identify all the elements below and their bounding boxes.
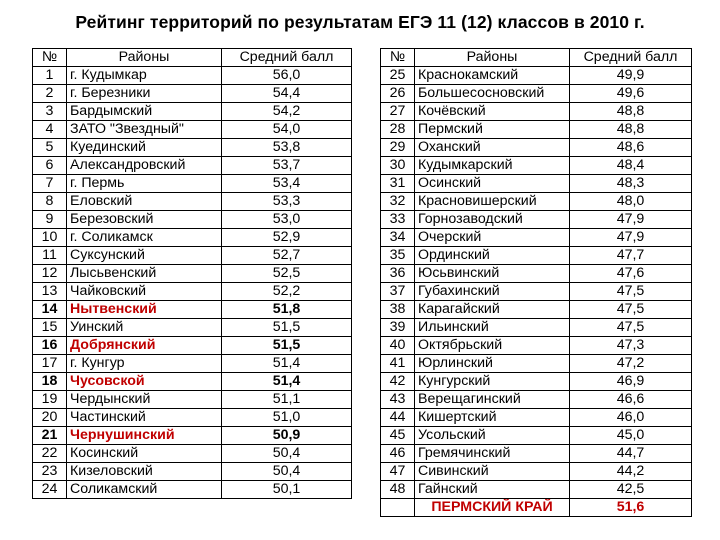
table-row: [33, 121, 352, 139]
row-score: 48,8: [570, 121, 692, 139]
row-district: Еловский: [67, 193, 222, 211]
table-row: [33, 427, 352, 445]
row-score: 49,9: [570, 67, 692, 85]
row-num: 42: [381, 373, 415, 391]
table-row: [381, 85, 692, 103]
row-district: г. Кудымкар: [67, 67, 222, 85]
row-num: 36: [381, 265, 415, 283]
table-header-row: [381, 49, 692, 67]
header-district: Районы: [67, 49, 222, 67]
row-district: Лысьвенский: [67, 265, 222, 283]
row-score: 47,6: [570, 265, 692, 283]
row-score: 49,6: [570, 85, 692, 103]
row-num: 39: [381, 319, 415, 337]
table-row: [381, 139, 692, 157]
total-num: [381, 499, 415, 517]
row-num: 9: [33, 211, 67, 229]
total-row: [381, 499, 692, 517]
row-score: 46,9: [570, 373, 692, 391]
rating-table-right: [380, 48, 692, 517]
row-score: 51,1: [222, 391, 352, 409]
row-score: 51,5: [222, 319, 352, 337]
row-district: Уинский: [67, 319, 222, 337]
row-district: Гайнский: [415, 481, 570, 499]
row-district: Добрянский: [67, 337, 222, 355]
row-district: Осинский: [415, 175, 570, 193]
table-row: [33, 283, 352, 301]
row-district: Верещагинский: [415, 391, 570, 409]
row-score: 53,4: [222, 175, 352, 193]
header-district: Районы: [415, 49, 570, 67]
row-num: 37: [381, 283, 415, 301]
table-row: [33, 409, 352, 427]
row-num: 48: [381, 481, 415, 499]
row-district: Краснокамский: [415, 67, 570, 85]
row-num: 16: [33, 337, 67, 355]
row-district: Губахинский: [415, 283, 570, 301]
row-district: Кизеловский: [67, 463, 222, 481]
row-num: 19: [33, 391, 67, 409]
row-district: Чусовской: [67, 373, 222, 391]
row-district: г. Соликамск: [67, 229, 222, 247]
table-row: [33, 175, 352, 193]
table-row: [381, 229, 692, 247]
row-score: 47,5: [570, 283, 692, 301]
table-row: [33, 481, 352, 499]
row-score: 47,3: [570, 337, 692, 355]
row-district: Горнозаводский: [415, 211, 570, 229]
row-num: 46: [381, 445, 415, 463]
row-num: 18: [33, 373, 67, 391]
table-row: [33, 247, 352, 265]
row-score: 48,6: [570, 139, 692, 157]
table-row: [381, 121, 692, 139]
table-row: [33, 373, 352, 391]
row-district: Гремячинский: [415, 445, 570, 463]
row-score: 52,5: [222, 265, 352, 283]
row-score: 52,9: [222, 229, 352, 247]
row-num: 20: [33, 409, 67, 427]
row-score: 53,8: [222, 139, 352, 157]
row-num: 11: [33, 247, 67, 265]
row-num: 2: [33, 85, 67, 103]
row-num: 25: [381, 67, 415, 85]
table-header-row: [33, 49, 352, 67]
row-num: 47: [381, 463, 415, 481]
row-district: Косинский: [67, 445, 222, 463]
row-score: 48,0: [570, 193, 692, 211]
row-district: Красновишерский: [415, 193, 570, 211]
row-district: Березовский: [67, 211, 222, 229]
page-title: Рейтинг территорий по результатам ЕГЭ 11 (12) классов в 2010 г.: [75, 12, 645, 32]
header-score: Средний балл: [570, 49, 692, 67]
row-district: Ординский: [415, 247, 570, 265]
row-score: 50,4: [222, 445, 352, 463]
table-row: [381, 103, 692, 121]
row-score: 51,4: [222, 373, 352, 391]
row-score: 50,4: [222, 463, 352, 481]
row-num: 45: [381, 427, 415, 445]
row-district: Ильинский: [415, 319, 570, 337]
table-row: [33, 301, 352, 319]
row-score: 56,0: [222, 67, 352, 85]
row-score: 47,5: [570, 319, 692, 337]
table-row: [381, 463, 692, 481]
total-score: 51,6: [570, 499, 692, 517]
row-num: 41: [381, 355, 415, 373]
row-num: 22: [33, 445, 67, 463]
table-row: [381, 481, 692, 499]
row-score: 46,0: [570, 409, 692, 427]
row-score: 47,9: [570, 211, 692, 229]
row-score: 42,5: [570, 481, 692, 499]
table-row: [381, 445, 692, 463]
table-row: [381, 355, 692, 373]
table-row: [33, 445, 352, 463]
row-score: 47,5: [570, 301, 692, 319]
table-row: [33, 265, 352, 283]
table-row: [33, 139, 352, 157]
row-score: 46,6: [570, 391, 692, 409]
row-district: Октябрьский: [415, 337, 570, 355]
table-row: [381, 391, 692, 409]
row-score: 48,8: [570, 103, 692, 121]
row-num: 26: [381, 85, 415, 103]
row-score: 50,1: [222, 481, 352, 499]
row-district: Оханский: [415, 139, 570, 157]
row-district: Юсьвинский: [415, 265, 570, 283]
row-num: 17: [33, 355, 67, 373]
table-row: [381, 319, 692, 337]
row-num: 1: [33, 67, 67, 85]
rating-table-left: [32, 48, 352, 499]
table-row: [33, 355, 352, 373]
row-district: г. Березники: [67, 85, 222, 103]
row-score: 51,8: [222, 301, 352, 319]
table-row: [381, 301, 692, 319]
row-num: 14: [33, 301, 67, 319]
header-score: Средний балл: [222, 49, 352, 67]
row-district: Соликамский: [67, 481, 222, 499]
table-row: [381, 427, 692, 445]
table-row: [33, 157, 352, 175]
table-row: [381, 193, 692, 211]
row-district: Частинский: [67, 409, 222, 427]
table-row: [381, 247, 692, 265]
row-district: Карагайский: [415, 301, 570, 319]
row-score: 47,9: [570, 229, 692, 247]
row-num: 13: [33, 283, 67, 301]
row-district: Суксунский: [67, 247, 222, 265]
row-num: 28: [381, 121, 415, 139]
row-score: 53,7: [222, 157, 352, 175]
table-row: [381, 211, 692, 229]
header-num: №: [381, 49, 415, 67]
row-district: Бардымский: [67, 103, 222, 121]
row-district: Усольский: [415, 427, 570, 445]
row-score: 51,0: [222, 409, 352, 427]
table-row: [381, 157, 692, 175]
row-district: ЗАТО "Звездный": [67, 121, 222, 139]
row-score: 52,7: [222, 247, 352, 265]
row-score: 44,7: [570, 445, 692, 463]
row-score: 50,9: [222, 427, 352, 445]
table-row: [381, 175, 692, 193]
table-row: [33, 319, 352, 337]
row-district: Александровский: [67, 157, 222, 175]
row-num: 4: [33, 121, 67, 139]
row-num: 27: [381, 103, 415, 121]
row-num: 33: [381, 211, 415, 229]
row-district: Большесосновский: [415, 85, 570, 103]
row-score: 47,7: [570, 247, 692, 265]
total-district: ПЕРМСКИЙ КРАЙ: [415, 499, 570, 517]
row-district: Сивинский: [415, 463, 570, 481]
row-num: 30: [381, 157, 415, 175]
row-num: 44: [381, 409, 415, 427]
row-score: 51,4: [222, 355, 352, 373]
table-row: [33, 103, 352, 121]
row-score: 51,5: [222, 337, 352, 355]
row-district: Чайковский: [67, 283, 222, 301]
row-district: Кишертский: [415, 409, 570, 427]
row-num: 43: [381, 391, 415, 409]
row-score: 52,2: [222, 283, 352, 301]
row-score: 54,4: [222, 85, 352, 103]
row-num: 5: [33, 139, 67, 157]
row-num: 6: [33, 157, 67, 175]
row-score: 48,4: [570, 157, 692, 175]
row-num: 35: [381, 247, 415, 265]
row-district: Нытвенский: [67, 301, 222, 319]
table-row: [381, 67, 692, 85]
table-row: [33, 229, 352, 247]
row-num: 32: [381, 193, 415, 211]
row-num: 15: [33, 319, 67, 337]
row-score: 54,0: [222, 121, 352, 139]
row-score: 45,0: [570, 427, 692, 445]
header-num: №: [33, 49, 67, 67]
table-row: [381, 265, 692, 283]
row-district: Чернушинский: [67, 427, 222, 445]
table-row: [381, 373, 692, 391]
row-score: 47,2: [570, 355, 692, 373]
table-row: [381, 283, 692, 301]
row-score: 53,0: [222, 211, 352, 229]
row-score: 54,2: [222, 103, 352, 121]
row-num: 12: [33, 265, 67, 283]
row-num: 23: [33, 463, 67, 481]
row-district: Очерский: [415, 229, 570, 247]
row-num: 34: [381, 229, 415, 247]
row-district: Чердынский: [67, 391, 222, 409]
row-score: 53,3: [222, 193, 352, 211]
row-district: Пермский: [415, 121, 570, 139]
row-district: Кунгурский: [415, 373, 570, 391]
table-row: [33, 337, 352, 355]
row-num: 24: [33, 481, 67, 499]
table-row: [33, 85, 352, 103]
table-row: [381, 337, 692, 355]
table-row: [381, 409, 692, 427]
row-district: Куединский: [67, 139, 222, 157]
row-num: 21: [33, 427, 67, 445]
table-row: [33, 391, 352, 409]
row-district: г. Пермь: [67, 175, 222, 193]
row-district: Кудымкарский: [415, 157, 570, 175]
row-num: 38: [381, 301, 415, 319]
row-score: 44,2: [570, 463, 692, 481]
table-row: [33, 67, 352, 85]
row-num: 29: [381, 139, 415, 157]
row-district: Юрлинский: [415, 355, 570, 373]
table-row: [33, 211, 352, 229]
row-score: 48,3: [570, 175, 692, 193]
row-num: 10: [33, 229, 67, 247]
row-num: 7: [33, 175, 67, 193]
row-num: 40: [381, 337, 415, 355]
table-row: [33, 193, 352, 211]
row-district: г. Кунгур: [67, 355, 222, 373]
row-num: 3: [33, 103, 67, 121]
table-row: [33, 463, 352, 481]
row-num: 31: [381, 175, 415, 193]
row-district: Кочёвский: [415, 103, 570, 121]
row-num: 8: [33, 193, 67, 211]
